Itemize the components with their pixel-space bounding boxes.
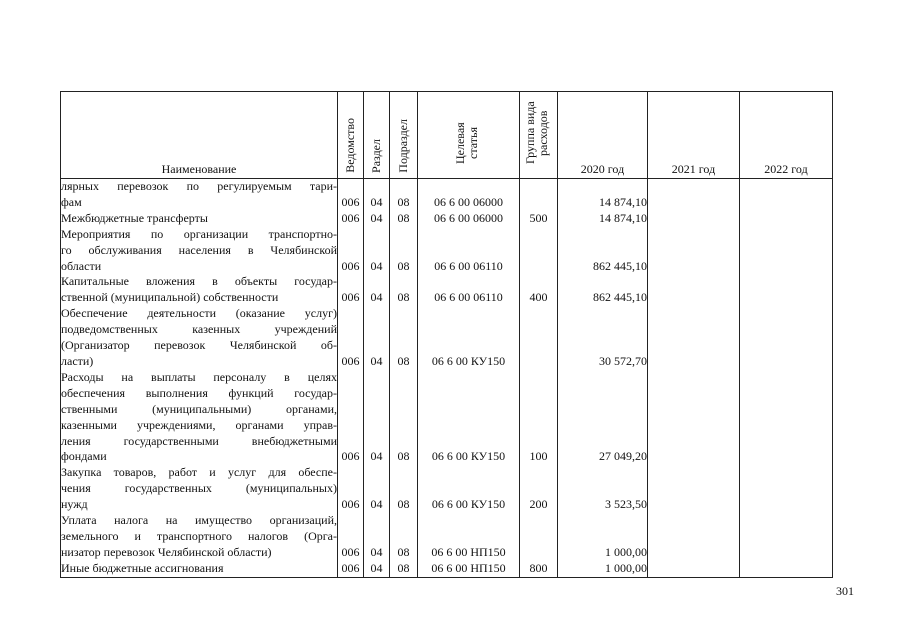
cell-celevaya: 06 6 00 НП150: [418, 513, 520, 561]
cell-2021: [648, 306, 740, 370]
row-name-line: низатор перевозок Челябинской области): [61, 544, 272, 559]
cell-razdel: 04: [364, 306, 390, 370]
row-name-line: подведомственных казенных учреждений: [61, 322, 337, 337]
row-name-line: области: [61, 258, 102, 273]
row-name-cell: [61, 274, 338, 306]
cell-2022: [740, 306, 833, 370]
cell-podrazdel: 08: [390, 227, 418, 275]
table-header: [61, 92, 833, 179]
cell-razdel: 04: [364, 227, 390, 275]
cell-2022: [740, 211, 833, 227]
row-name-line: ления государственными внебюджетными: [61, 433, 337, 448]
row-name-cell: [61, 513, 338, 561]
row-name-cell: [61, 465, 338, 513]
cell-2020: 14 874,10: [558, 211, 648, 227]
cell-2020: 3 523,50: [558, 465, 648, 513]
row-name-line: казенными учреждениями, органами управ-: [61, 417, 337, 432]
cell-gruppa: [520, 513, 558, 561]
cell-razdel: 04: [364, 370, 390, 465]
cell-podrazdel: 08: [390, 561, 418, 577]
cell-2022: [740, 370, 833, 465]
cell-celevaya: 06 6 00 КУ150: [418, 370, 520, 465]
cell-2020: 27 049,20: [558, 370, 648, 465]
cell-2020: 1 000,00: [558, 513, 648, 561]
cell-celevaya: 06 6 00 КУ150: [418, 465, 520, 513]
table-row: [61, 211, 833, 227]
row-name-cell: [61, 227, 338, 275]
table-row: [61, 370, 833, 465]
cell-2020: 862 445,10: [558, 227, 648, 275]
cell-vedomstvo: 006: [338, 179, 364, 211]
row-name-cell: [61, 179, 338, 211]
row-name-cell: [61, 306, 338, 370]
row-name-line: фондами: [61, 449, 107, 464]
row-name-line: ственной (муниципальной) собственности: [61, 290, 279, 305]
row-name-line: Обеспечение деятельности (оказание услуг): [61, 306, 337, 321]
cell-celevaya: 06 6 00 06110: [418, 227, 520, 275]
row-name-line: ласти): [61, 353, 94, 368]
cell-2021: [648, 513, 740, 561]
cell-podrazdel: 08: [390, 513, 418, 561]
table-body: [61, 179, 833, 578]
header-2022: 2022 год: [740, 92, 833, 179]
cell-celevaya: 06 6 00 06000: [418, 211, 520, 227]
table-row: [61, 227, 833, 275]
cell-podrazdel: 08: [390, 306, 418, 370]
cell-razdel: 04: [364, 179, 390, 211]
cell-2022: [740, 513, 833, 561]
header-2021: 2021 год: [648, 92, 740, 179]
row-name-line: лярных перевозок по регулируемым тари-: [61, 179, 337, 193]
cell-2022: [740, 274, 833, 306]
row-name-cell: [61, 211, 338, 227]
cell-vedomstvo: 006: [338, 274, 364, 306]
header-2020: 2020 год: [558, 92, 648, 179]
row-name-line: ственными (муниципальными) органами,: [61, 401, 337, 416]
cell-2021: [648, 179, 740, 211]
row-name-line: Мероприятия по организации транспортно-: [61, 226, 337, 241]
row-name-line: (Организатор перевозок Челябинской об-: [61, 338, 337, 353]
row-name-line: Капитальные вложения в объекты государ-: [61, 274, 337, 289]
cell-razdel: 04: [364, 274, 390, 306]
row-name-line: го обслуживания населения в Челябинской: [61, 242, 337, 257]
row-name-cell: [61, 370, 338, 465]
header-celevaya: Целевая статья: [418, 92, 520, 179]
cell-razdel: 04: [364, 561, 390, 577]
cell-2020: 14 874,10: [558, 179, 648, 211]
page-number: 301: [836, 584, 854, 598]
cell-podrazdel: 08: [390, 465, 418, 513]
row-name-line: Уплата налога на имущество организаций,: [61, 513, 337, 528]
cell-gruppa: 800: [520, 561, 558, 577]
cell-gruppa: 400: [520, 274, 558, 306]
cell-2022: [740, 179, 833, 211]
header-vedomstvo: Ведомство: [338, 92, 364, 179]
cell-2021: [648, 561, 740, 577]
budget-table: [60, 91, 833, 578]
cell-2020: 30 572,70: [558, 306, 648, 370]
table-row: [61, 306, 833, 370]
row-name-cell: [61, 561, 338, 577]
cell-celevaya: 06 6 00 НП150: [418, 561, 520, 577]
table-row: [61, 179, 833, 211]
cell-2020: 862 445,10: [558, 274, 648, 306]
row-name-line: земельного и транспортного налогов (Орга-: [61, 528, 337, 543]
row-name-line: фам: [61, 194, 82, 209]
cell-vedomstvo: 006: [338, 513, 364, 561]
cell-2021: [648, 465, 740, 513]
cell-2021: [648, 211, 740, 227]
cell-razdel: 04: [364, 513, 390, 561]
cell-vedomstvo: 006: [338, 370, 364, 465]
cell-2021: [648, 274, 740, 306]
cell-gruppa: 200: [520, 465, 558, 513]
row-name-line: обеспечения выполнения функций государ-: [61, 385, 337, 400]
cell-2022: [740, 561, 833, 577]
header-podrazdel: Подраздел: [390, 92, 418, 179]
row-name-line: Иные бюджетные ассигнования: [61, 560, 224, 575]
row-name-line: Закупка товаров, работ и услуг для обеспе-: [61, 465, 337, 480]
cell-podrazdel: 08: [390, 370, 418, 465]
cell-podrazdel: 08: [390, 211, 418, 227]
row-name-line: чения государственных (муниципальных): [61, 481, 337, 496]
cell-gruppa: [520, 227, 558, 275]
table-row: [61, 561, 833, 577]
cell-vedomstvo: 006: [338, 561, 364, 577]
cell-2020: 1 000,00: [558, 561, 648, 577]
cell-celevaya: 06 6 00 КУ150: [418, 306, 520, 370]
table-row: [61, 274, 833, 306]
cell-gruppa: 100: [520, 370, 558, 465]
header-gruppa: Группа вида расходов: [520, 92, 558, 179]
cell-razdel: 04: [364, 465, 390, 513]
cell-vedomstvo: 006: [338, 211, 364, 227]
table-row: [61, 465, 833, 513]
cell-vedomstvo: 006: [338, 465, 364, 513]
cell-2021: [648, 227, 740, 275]
cell-vedomstvo: 006: [338, 227, 364, 275]
header-name: Наименование: [61, 92, 338, 179]
cell-gruppa: 500: [520, 211, 558, 227]
row-name-line: Межбюджетные трансферты: [61, 210, 208, 225]
cell-celevaya: 06 6 00 06000: [418, 179, 520, 211]
row-name-line: Расходы на выплаты персоналу в целях: [61, 369, 337, 384]
cell-podrazdel: 08: [390, 179, 418, 211]
cell-gruppa: [520, 306, 558, 370]
table-row: [61, 513, 833, 561]
row-name-line: нужд: [61, 497, 88, 512]
header-razdel: Раздел: [364, 92, 390, 179]
cell-2021: [648, 370, 740, 465]
cell-2022: [740, 227, 833, 275]
cell-celevaya: 06 6 00 06110: [418, 274, 520, 306]
cell-gruppa: [520, 179, 558, 211]
cell-2022: [740, 465, 833, 513]
cell-podrazdel: 08: [390, 274, 418, 306]
cell-razdel: 04: [364, 211, 390, 227]
cell-vedomstvo: 006: [338, 306, 364, 370]
